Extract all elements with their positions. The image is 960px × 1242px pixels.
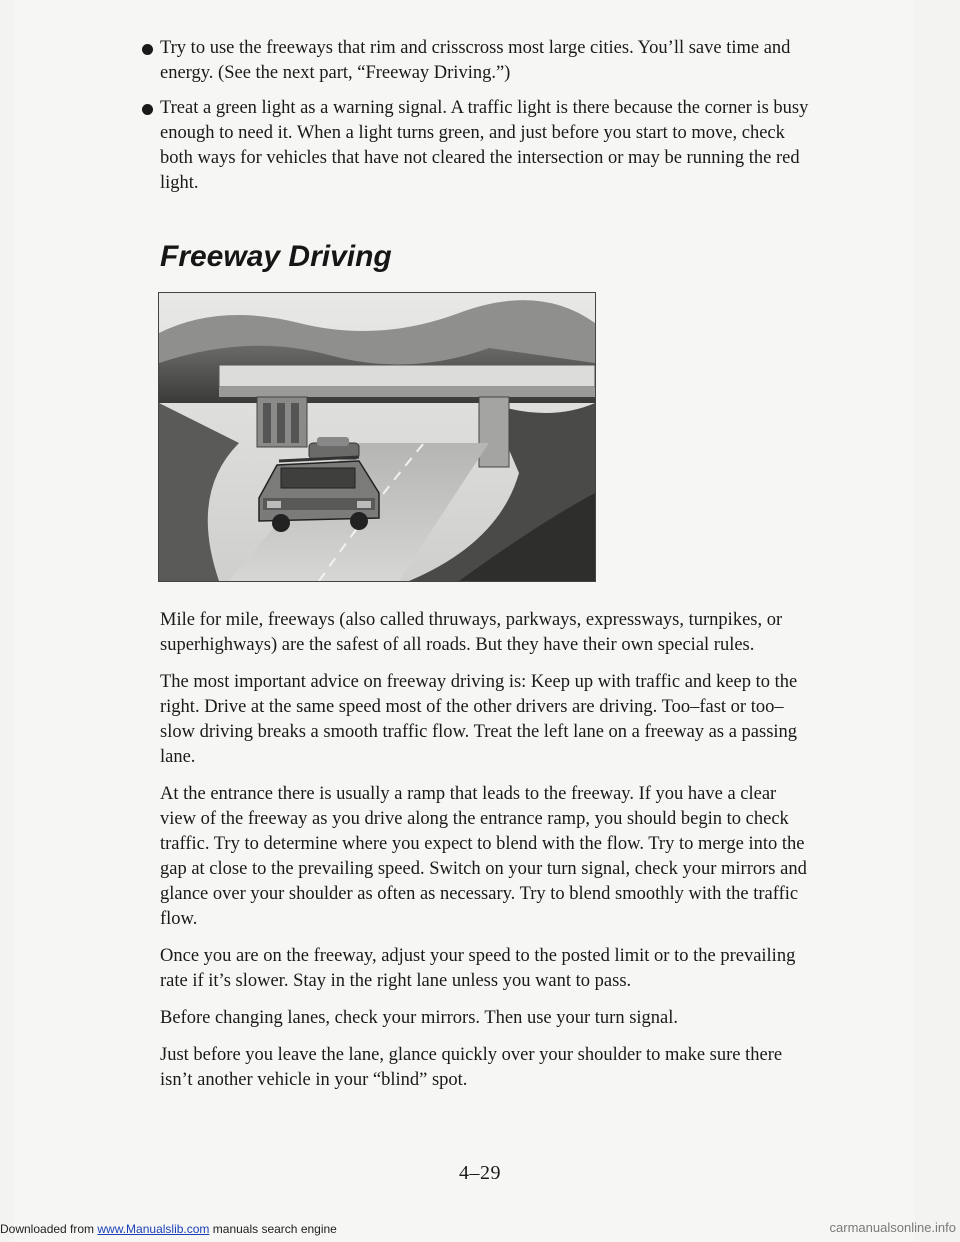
- bullet-icon: [142, 104, 153, 115]
- paragraph: The most important advice on freeway driving is: Keep up with traffic and keep to the right. Drive at the same speed most of the other drivers are driving. Too–fast or too–slow driving breaks a smooth traffic flow. Treat the left lane on a freeway as a passing lane.: [160, 672, 798, 767]
- download-footer: [0, 1222, 337, 1236]
- bullet-text: Treat a green light as a warning signal. A traffic light is there because the corner is busy enough to need it. When a light turns green, and just before you start to move, check both ways for vehicles that have not cleared the intersection or may be running the red light.: [160, 98, 809, 193]
- section-heading: Freeway Driving: [160, 240, 392, 273]
- footer-prefix: Downloaded from: [0, 1222, 98, 1236]
- footer-suffix: manuals search engine: [209, 1222, 337, 1236]
- paragraph: At the entrance there is usually a ramp that leads to the freeway. If you have a clear view of the freeway as you drive along the entrance ramp, you should begin to check traffic. Try to determine where you expect to blend with the flow. Try to merge into the gap at close to the prevailing speed. Switch on your turn signal, check your mirrors and glance over your shoulder as often as necessary. Try to blend smoothly with the traffic flow.: [160, 784, 807, 929]
- freeway-illustration: [158, 292, 596, 582]
- bullet-item: [136, 36, 816, 86]
- bullet-list: [136, 36, 816, 206]
- body-text: [160, 608, 810, 1105]
- page-number: 4–29: [459, 1162, 501, 1184]
- bullet-icon: [142, 44, 153, 55]
- paragraph: Before changing lanes, check your mirrors. Then use your turn signal.: [160, 1008, 679, 1028]
- watermark: carmanualsonline.info: [829, 1220, 956, 1235]
- manualslib-link[interactable]: www.Manualslib.com: [97, 1222, 210, 1236]
- paragraph: Just before you leave the lane, glance quickly over your shoulder to make sure there isn’t another vehicle in your “blind” spot.: [160, 1045, 783, 1090]
- bullet-text: Try to use the freeways that rim and crisscross most large cities. You’ll save time and energy. (See the next part, “Freeway Driving.”): [160, 38, 791, 83]
- paragraph: Mile for mile, freeways (also called thruways, parkways, expressways, turnpikes, or superhighways) are the safest of all roads. But they have their own special rules.: [160, 610, 783, 655]
- bullet-item: [136, 96, 816, 196]
- freeway-illustration-graphic: [159, 293, 595, 581]
- paragraph: Once you are on the freeway, adjust your speed to the posted limit or to the prevailing rate if it’s slower. Stay in the right lane unless you want to pass.: [160, 946, 796, 991]
